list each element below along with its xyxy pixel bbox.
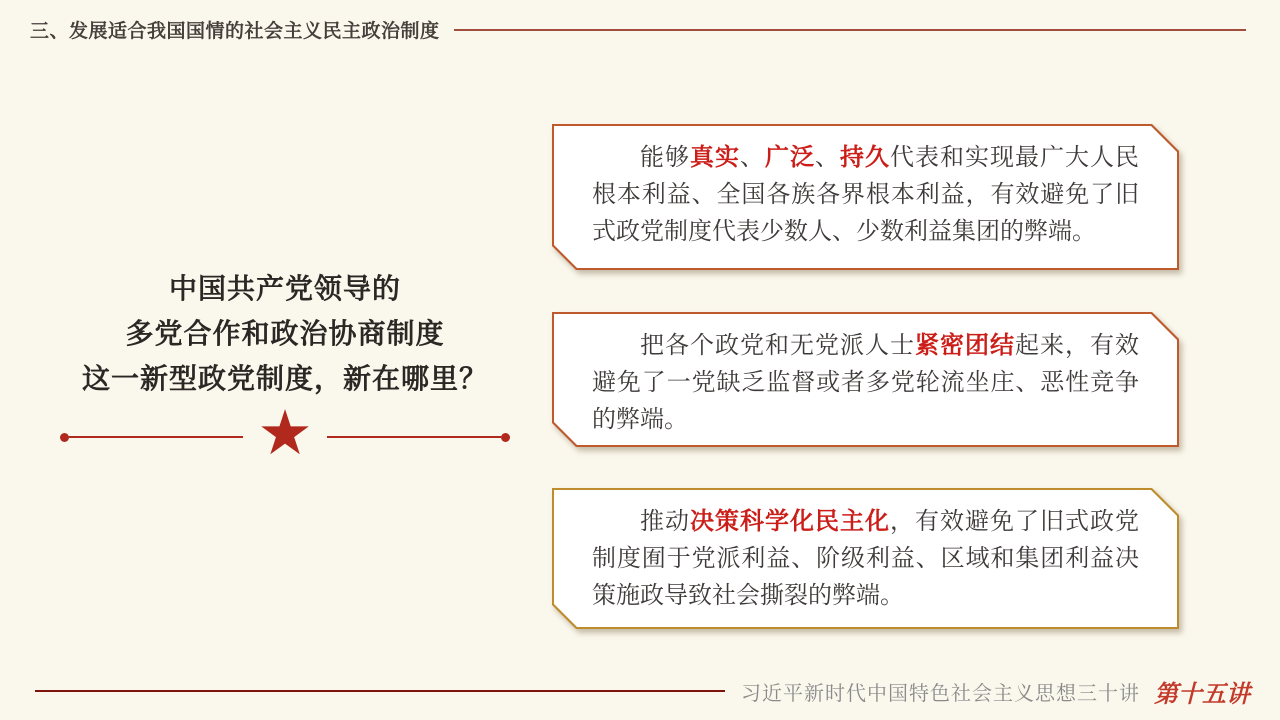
- footer-series-title: 习近平新时代中国特色社会主义思想三十讲: [741, 682, 1140, 705]
- footer-accent-line: [35, 690, 725, 692]
- divider-line-right: [327, 436, 501, 439]
- callout-text-2: 把各个政党和无党派人士紧密团结起来，有效避免了一党缺乏监督或者多党轮流坐庄、恶性竞争的弊端。: [592, 332, 1139, 433]
- divider-dot-left: [60, 433, 69, 442]
- star-icon: ★: [257, 399, 313, 468]
- footer-lecture-badge: 第十五讲: [1154, 678, 1250, 708]
- question-line-2: 多党合作和政治协商制度: [125, 318, 445, 349]
- divider-dot-right: [501, 433, 510, 442]
- callout-text-3: 推动决策科学化民主化，有效避免了旧式政党制度囿于党派利益、阶级利益、区域和集团利益决策施政导致社会撕裂的弊端。: [592, 508, 1139, 609]
- slide-header: [30, 16, 1246, 43]
- section-title: 三、发展适合我国国情的社会主义民主政治制度: [30, 21, 440, 42]
- callout-box-3: [552, 488, 1179, 629]
- question-line-1: 中国共产党领导的: [168, 273, 401, 304]
- question-block: [50, 266, 520, 401]
- star-divider: [60, 399, 510, 468]
- callout-box-1: [552, 124, 1179, 270]
- callout-box-2: [552, 312, 1179, 447]
- callout-text-1: 能够真实、广泛、持久代表和实现最广大人民根本利益、全国各族各界根本利益，有效避免了旧式政党制度代表少数人、少数利益集团的弊端。: [592, 144, 1139, 245]
- slide-footer: [35, 676, 1250, 706]
- header-accent-line: [454, 29, 1246, 31]
- divider-line-left: [69, 436, 243, 439]
- question-line-3: 这一新型政党制度，新在哪里？: [81, 363, 488, 394]
